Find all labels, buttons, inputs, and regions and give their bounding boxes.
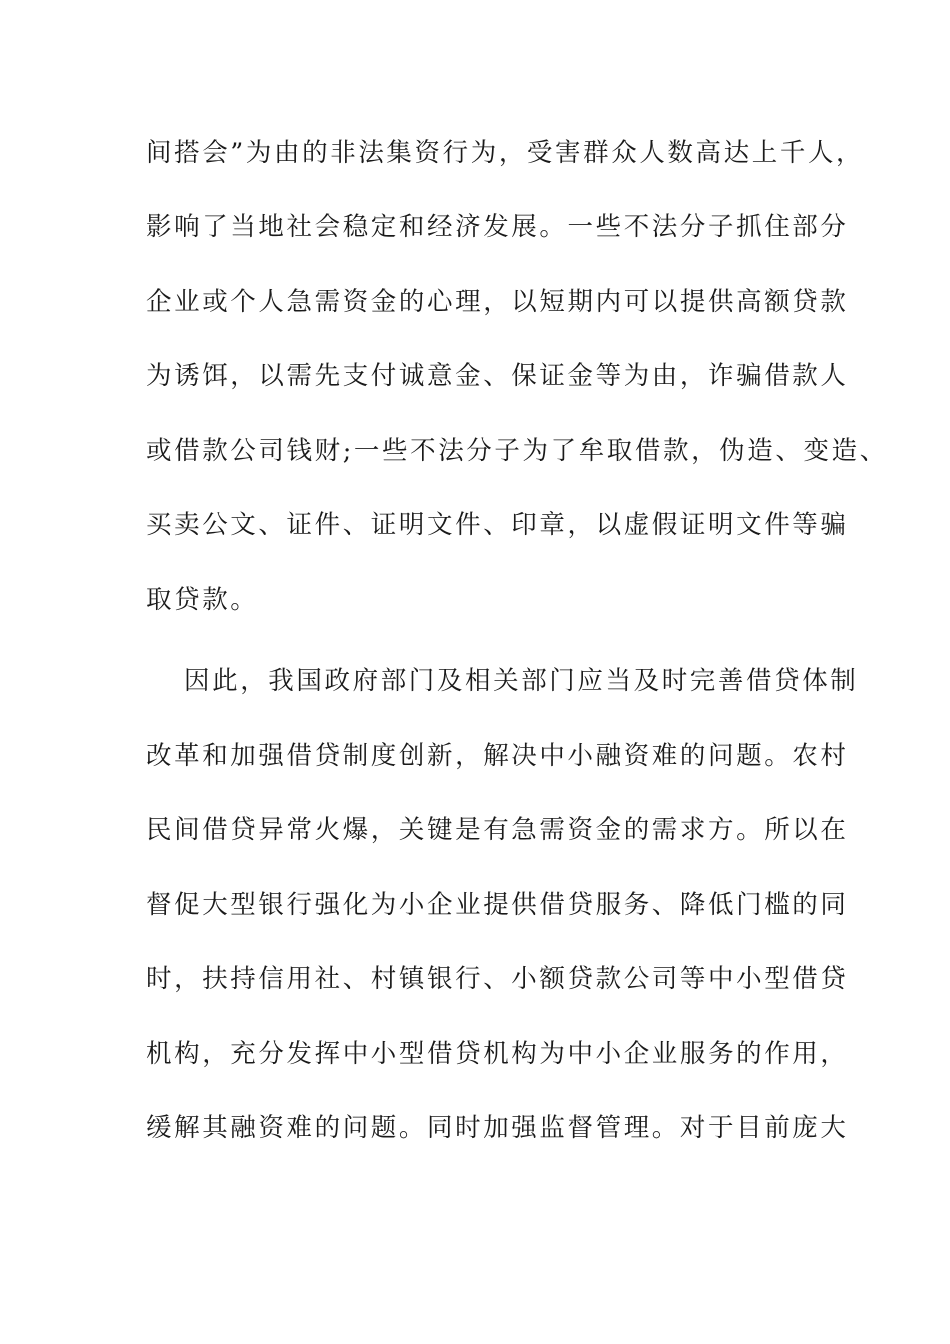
text-line: 督促大型银行强化为小企业提供借贷服务、降低门槛的同 <box>146 890 849 920</box>
text-line: 或借款公司钱财;一些不法分子为了牟取借款，伪造、变造、 <box>146 436 888 466</box>
text-line: 影响了当地社会稳定和经济发展。一些不法分子抓住部分 <box>146 212 849 242</box>
text-line: 机构，充分发挥中小型借贷机构为中小企业服务的作用， <box>146 1039 849 1069</box>
text-line: 间搭会”为由的非法集资行为，受害群众人数高达上千人， <box>146 138 865 168</box>
text-line: 取贷款。 <box>146 585 259 615</box>
text-line: 缓解其融资难的问题。同时加强监督管理。对于目前庞大 <box>146 1113 849 1143</box>
text-line: 为诱饵，以需先支付诚意金、保证金等为由，诈骗借款人 <box>146 361 849 391</box>
text-line: 时，扶持信用社、村镇银行、小额贷款公司等中小型借贷 <box>146 964 849 994</box>
text-line: 买卖公文、证件、证明文件、印章，以虚假证明文件等骗 <box>146 510 849 540</box>
text-line: 企业或个人急需资金的心理，以短期内可以提供高额贷款 <box>146 287 849 317</box>
text-line: 因此，我国政府部门及相关部门应当及时完善借贷体制 <box>184 666 859 696</box>
text-line: 民间借贷异常火爆，关键是有急需资金的需求方。所以在 <box>146 815 849 845</box>
text-line: 改革和加强借贷制度创新，解决中小融资难的问题。农村 <box>146 741 849 771</box>
